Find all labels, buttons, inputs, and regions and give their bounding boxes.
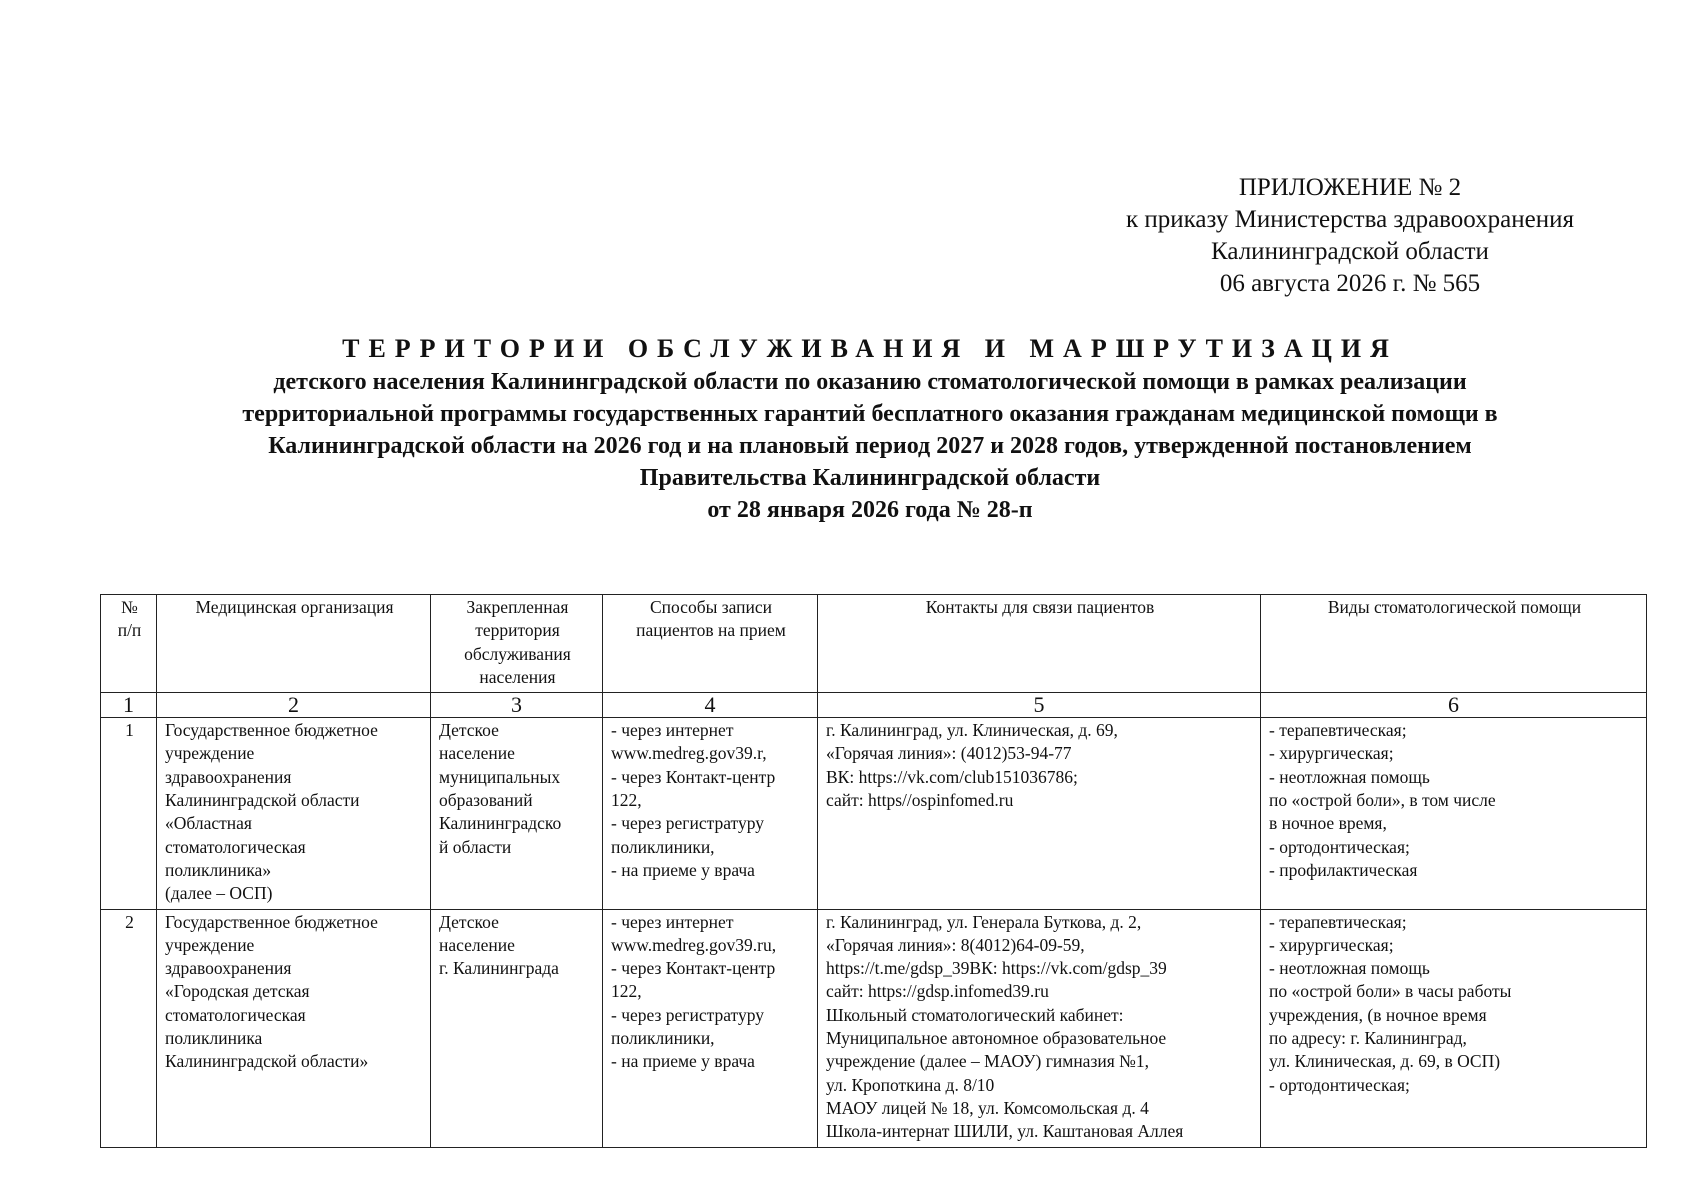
- cell-line: по «острой боли» в часы работы: [1269, 981, 1512, 1002]
- subtitle-line-3: Калининградской области на 2026 год и на плановый период 2027 и 2028 годов, утвержденной постановлением: [268, 433, 1472, 459]
- subtitle-line-5: от 28 января 2026 года № 28-п: [707, 497, 1033, 523]
- header-care-types: [1261, 595, 1647, 693]
- territory-cell: [431, 909, 603, 1147]
- column-number: 6: [1261, 693, 1647, 718]
- cell-line: - через интернет: [611, 911, 734, 932]
- cell-line: сайт: https//ospinfomed.ru: [826, 790, 1014, 811]
- column-number-row: [101, 693, 1647, 718]
- appendix-order-line: к приказу Министерства здравоохранения: [1125, 206, 1575, 233]
- cell-line: - через интернет: [611, 720, 734, 741]
- cell-line: Калининградской области: [165, 790, 360, 811]
- header-contacts: [818, 595, 1261, 693]
- header-territory: [431, 595, 603, 693]
- organization-cell: [157, 909, 431, 1147]
- column-number: 2: [157, 693, 431, 718]
- cell-line: - ортодонтическая;: [1269, 1074, 1410, 1095]
- cell-line: Школьный стоматологический кабинет:: [826, 1004, 1124, 1025]
- cell-line: ул. Кропоткина д. 8/10: [826, 1074, 995, 1095]
- cell-line: население: [439, 934, 515, 955]
- cell-line: учреждение: [165, 743, 255, 764]
- routing-table: [100, 594, 1647, 1148]
- header-text: Медицинская организация: [195, 597, 394, 617]
- cell-line: здравоохранения: [165, 958, 292, 979]
- subtitle-line-4: Правительства Калининградской области: [639, 465, 1101, 491]
- header-number: [101, 595, 157, 693]
- cell-line: Калининградской области»: [165, 1051, 369, 1072]
- document-heading: ТЕРРИТОРИИ ОБСЛУЖИВАНИЯ И МАРШРУТИЗАЦИЯ: [342, 334, 1398, 363]
- cell-line: «Областная: [165, 813, 252, 834]
- cell-line: Муниципальное автономное образовательное: [826, 1028, 1167, 1049]
- column-number: 3: [431, 693, 603, 718]
- cell-line: «Городская детская: [165, 981, 310, 1002]
- subtitle-line-2: территориальной программы государственных гарантий бесплатного оказания гражданам медицинской помощи в: [242, 401, 1498, 427]
- header-text: Способы записи: [649, 597, 773, 617]
- header-booking: [603, 595, 818, 693]
- cell-line: www.medreg.gov39.ru,: [611, 934, 777, 955]
- cell-line: образований: [439, 790, 533, 811]
- cell-line: й области: [439, 836, 512, 857]
- cell-line: учреждение: [165, 934, 255, 955]
- cell-line: здравоохранения: [165, 766, 292, 787]
- cell-line: - терапевтическая;: [1269, 720, 1407, 741]
- cell-line: - терапевтическая;: [1269, 911, 1407, 932]
- cell-line: поликлиники,: [611, 836, 715, 857]
- table-row: [101, 718, 1647, 909]
- organization-cell: [157, 718, 431, 909]
- header-text: Виды стоматологической помощи: [1327, 597, 1582, 617]
- cell-line: г. Калининград, ул. Клиническая, д. 69,: [826, 720, 1118, 741]
- cell-line: в ночное время,: [1269, 813, 1387, 834]
- care-types-cell: [1261, 909, 1647, 1147]
- cell-line: по «острой боли», в том числе: [1269, 790, 1496, 811]
- column-number: 1: [101, 693, 157, 718]
- cell-line: учреждение (далее – МАОУ) гимназия №1,: [826, 1051, 1149, 1072]
- cell-line: Калининградско: [439, 813, 562, 834]
- appendix-number: ПРИЛОЖЕНИЕ № 2: [1238, 174, 1462, 201]
- contacts-cell: [818, 718, 1261, 909]
- territory-cell: [431, 718, 603, 909]
- cell-line: Школа-интернат ШИЛИ, ул. Каштановая Аллея: [826, 1121, 1184, 1142]
- booking-cell: [603, 909, 818, 1147]
- cell-line: 122,: [611, 981, 642, 1002]
- cell-line: - на приеме у врача: [611, 1051, 755, 1072]
- header-organization: [157, 595, 431, 693]
- cell-line: поликлиники,: [611, 1028, 715, 1049]
- booking-cell: [603, 718, 818, 909]
- cell-line: - профилактическая: [1269, 859, 1418, 880]
- cell-line: - через регистратуру: [611, 1004, 764, 1025]
- cell-line: население: [439, 743, 515, 764]
- subtitle-line-1: детского населения Калининградской области по оказанию стоматологической помощи в рамках реализации: [273, 369, 1467, 395]
- header-text: №: [121, 597, 138, 617]
- cell-line: 122,: [611, 790, 642, 811]
- cell-line: - через регистратуру: [611, 813, 764, 834]
- header-text: обслуживания: [464, 643, 571, 664]
- cell-line: сайт: https://gdsp.infomed39.ru: [826, 981, 1049, 1002]
- cell-line: Государственное бюджетное: [165, 911, 378, 932]
- cell-line: - ортодонтическая;: [1269, 836, 1410, 857]
- cell-line: «Горячая линия»: (4012)53-94-77: [826, 743, 1072, 764]
- cell-line: МАОУ лицей № 18, ул. Комсомольская д. 4: [826, 1097, 1149, 1118]
- cell-line: www.medreg.gov39.r,: [611, 743, 767, 764]
- cell-line: - неотложная помощь: [1269, 766, 1430, 787]
- cell-line: поликлиника»: [165, 859, 272, 880]
- cell-line: Детское: [439, 911, 499, 932]
- cell-line: - на приеме у врача: [611, 859, 755, 880]
- cell-line: - хирургическая;: [1269, 743, 1394, 764]
- cell-line: - через Контакт-центр: [611, 958, 776, 979]
- cell-line: Государственное бюджетное: [165, 720, 378, 741]
- contacts-cell: [818, 909, 1261, 1147]
- cell-line: стоматологическая: [165, 836, 306, 857]
- header-text: территория: [475, 620, 560, 641]
- document-title-block: [100, 332, 1640, 526]
- header-text: п/п: [117, 620, 142, 641]
- cell-line: - хирургическая;: [1269, 934, 1394, 955]
- appendix-date-line: 06 августа 2026 г. № 565: [1219, 270, 1481, 297]
- cell-line: - неотложная помощь: [1269, 958, 1430, 979]
- cell-line: муниципальных: [439, 766, 561, 787]
- cell-line: ВК: https://vk.com/club151036786;: [826, 766, 1078, 787]
- cell-line: поликлиника: [165, 1028, 263, 1049]
- cell-line: ул. Клиническая, д. 69, в ОСП): [1269, 1051, 1501, 1072]
- care-types-cell: [1261, 718, 1647, 909]
- cell-line: (далее – ОСП): [165, 883, 273, 904]
- cell-line: https://t.me/gdsp_39ВК: https://vk.com/gdsp_39: [826, 958, 1167, 979]
- cell-line: учреждения, (в ночное время: [1269, 1004, 1487, 1025]
- row-number: 1: [101, 718, 157, 909]
- appendix-reference: [1080, 172, 1620, 300]
- table-header-row: [101, 595, 1647, 693]
- header-text: населения: [479, 666, 556, 687]
- header-text: Контакты для связи пациентов: [925, 597, 1155, 617]
- appendix-region-line: Калининградской области: [1211, 238, 1489, 265]
- cell-line: г. Калининград, ул. Генерала Буткова, д. 2,: [826, 911, 1142, 932]
- cell-line: «Горячая линия»: 8(4012)64-09-59,: [826, 934, 1085, 955]
- cell-line: г. Калининграда: [439, 958, 559, 979]
- cell-line: стоматологическая: [165, 1004, 306, 1025]
- column-number: 5: [818, 693, 1261, 718]
- cell-line: - через Контакт-центр: [611, 766, 776, 787]
- cell-line: по адресу: г. Калининград,: [1269, 1028, 1467, 1049]
- table-row: [101, 909, 1647, 1147]
- column-number: 4: [603, 693, 818, 718]
- header-text: пациентов на прием: [636, 620, 786, 641]
- row-number: 2: [101, 909, 157, 1147]
- cell-line: Детское: [439, 720, 499, 741]
- header-text: Закрепленная: [466, 597, 569, 617]
